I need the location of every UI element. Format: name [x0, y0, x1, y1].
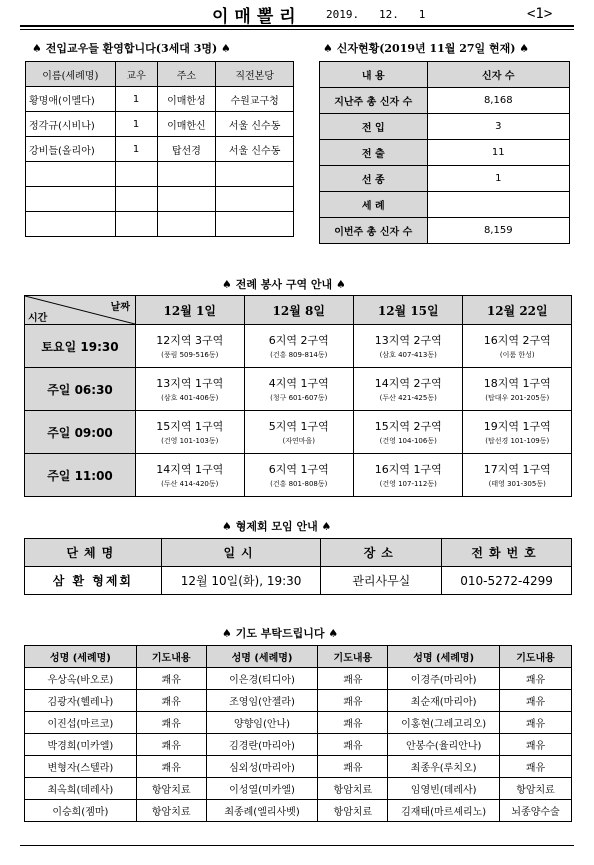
- serve-area-detail: (청구 601-607동): [270, 394, 328, 402]
- new-members-cell: [216, 162, 294, 187]
- serve-cell: [463, 325, 572, 368]
- serve-area: 5지역 1구역: [268, 420, 329, 433]
- new-members-cell: [216, 212, 294, 237]
- brother-cell: 관리사무실: [321, 567, 442, 595]
- serve-area: 4지역 1구역: [268, 377, 329, 390]
- prayer-content: 쾌유: [318, 734, 388, 756]
- prayer-table: [24, 645, 572, 822]
- serve-area-detail: (건흥 809-814동): [270, 351, 328, 359]
- prayer-content: 쾌유: [500, 690, 572, 712]
- prayer-name: 이경주(마리아): [388, 668, 500, 690]
- prayer-col-header: 기도내용: [500, 646, 572, 668]
- prayer-name: 이진섭(마르코): [25, 712, 137, 734]
- serve-area-detail: (태영 301-305동): [488, 480, 546, 488]
- prayer-content: 항암치료: [500, 778, 572, 800]
- serve-area-detail: (탑대우 201-205동): [485, 394, 550, 402]
- believers-count: 11: [427, 140, 569, 166]
- serve-area-detail: (두산 421-425동): [379, 394, 437, 402]
- prayer-col-header: 성명 (세례명): [25, 646, 137, 668]
- table-row: [25, 325, 572, 368]
- new-members-col-header: 교우: [115, 62, 157, 87]
- serve-area: 16지역 2구역: [483, 334, 551, 347]
- serve-cell: [463, 454, 572, 497]
- serve-area: 6지역 2구역: [268, 334, 329, 347]
- new-members-cell: [157, 162, 216, 187]
- believers-count: 1: [427, 166, 569, 192]
- new-members-col-header: 이름(세례명): [26, 62, 116, 87]
- serve-date-header: 12월 22일: [463, 296, 572, 325]
- prayer-content: 항암치료: [318, 800, 388, 822]
- new-members-cell: 이매한성: [157, 87, 216, 112]
- serve-area-detail: (건영 104-106동): [379, 437, 437, 445]
- table-row: [26, 212, 294, 237]
- serve-area: 14지역 1구역: [156, 463, 224, 476]
- believers-title: ♠ 신자현황(2019년 11월 27일 현재) ♠: [323, 42, 530, 55]
- table-row: [320, 114, 570, 140]
- prayer-name: 이승희(젬마): [25, 800, 137, 822]
- serve-cell: [136, 454, 245, 497]
- serve-date-header: 12월 15일: [353, 296, 462, 325]
- table-row: [26, 87, 294, 112]
- serve-cell: [353, 368, 462, 411]
- new-members-cell: 1: [115, 112, 157, 137]
- prayer-header-row: [25, 646, 572, 668]
- new-members-cell: 1: [115, 87, 157, 112]
- new-members-col-header: 직전본당: [216, 62, 294, 87]
- serve-table: [24, 295, 572, 497]
- new-members-cell: 황명애(이멜다): [26, 87, 116, 112]
- believers-count: 8,168: [427, 88, 569, 114]
- prayer-content: 항암치료: [318, 778, 388, 800]
- believers-item-label: 전 입: [320, 114, 428, 140]
- serve-header-row: [25, 296, 572, 325]
- serve-area-detail: (건영 107-112동): [379, 480, 437, 488]
- table-row: [25, 756, 572, 778]
- prayer-content: 뇌종양수술: [500, 800, 572, 822]
- prayer-name: 김광자(헬레나): [25, 690, 137, 712]
- new-members-cell: [216, 187, 294, 212]
- serve-cell: [353, 411, 462, 454]
- serve-cell: [353, 325, 462, 368]
- page-number: <1>: [527, 6, 553, 22]
- table-row: [26, 137, 294, 162]
- prayer-content: 항암치료: [136, 778, 206, 800]
- new-members-header-row: [26, 62, 294, 87]
- prayer-name: 최옥희(데레사): [25, 778, 137, 800]
- believers-item-label: 지난주 총 신자 수: [320, 88, 428, 114]
- serve-area: 12지역 3구역: [156, 334, 224, 347]
- prayer-content: 쾌유: [136, 712, 206, 734]
- table-row: [25, 454, 572, 497]
- prayer-content: 쾌유: [318, 756, 388, 778]
- brother-header-row: [25, 539, 572, 567]
- corner-time-label: 시간: [28, 313, 48, 324]
- believers-count: [427, 192, 569, 218]
- serve-area: 15지역 2구역: [374, 420, 442, 433]
- serve-date-header: 12월 8일: [244, 296, 353, 325]
- table-row: [25, 668, 572, 690]
- table-row: [320, 218, 570, 244]
- footer-divider: [20, 845, 574, 846]
- new-members-table: [25, 61, 294, 237]
- prayer-col-header: 성명 (세례명): [388, 646, 500, 668]
- new-members-cell: [26, 162, 116, 187]
- new-members-cell: [115, 162, 157, 187]
- prayer-name: 김재태(마르셰리노): [388, 800, 500, 822]
- brother-row: [25, 567, 572, 595]
- prayer-name: 임영빈(데레사): [388, 778, 500, 800]
- table-row: [320, 88, 570, 114]
- prayer-name: 이성열(미카엘): [206, 778, 318, 800]
- prayer-name: 최종례(엘리사벳): [206, 800, 318, 822]
- serve-area-detail: (탑선경 101-109동): [485, 437, 550, 445]
- serve-time-label: 토요일 19:30: [25, 325, 136, 368]
- serve-area-detail: (두산 414-420동): [161, 480, 219, 488]
- serve-cell: [244, 325, 353, 368]
- serve-area: 16지역 1구역: [374, 463, 442, 476]
- table-row: [25, 712, 572, 734]
- serve-cell: [353, 454, 462, 497]
- new-members-cell: [115, 212, 157, 237]
- new-members-cell: 이매한신: [157, 112, 216, 137]
- serve-cell: [244, 411, 353, 454]
- new-members-cell: 서울 신수동: [216, 137, 294, 162]
- serve-area: 6지역 1구역: [268, 463, 329, 476]
- brother-table: [24, 538, 572, 595]
- prayer-content: 쾌유: [136, 734, 206, 756]
- new-members-cell: [157, 212, 216, 237]
- prayer-content: 쾌유: [136, 690, 206, 712]
- new-members-cell: 서울 신수동: [216, 112, 294, 137]
- serve-area: 18지역 1구역: [483, 377, 551, 390]
- table-row: [25, 690, 572, 712]
- table-row: [320, 140, 570, 166]
- serve-corner-cell: [25, 296, 136, 325]
- header-divider: [20, 25, 574, 27]
- new-members-cell: 정각규(시비나): [26, 112, 116, 137]
- serve-cell: [136, 368, 245, 411]
- serve-area-detail: (자연마을): [282, 437, 315, 445]
- bulletin-date: 2019. 12. 1: [326, 8, 426, 21]
- believers-count: 3: [427, 114, 569, 140]
- brother-cell: 삼 환 형제회: [25, 567, 162, 595]
- table-row: [26, 112, 294, 137]
- serve-time-label: 주일 06:30: [25, 368, 136, 411]
- brother-cell: 12월 10일(화), 19:30: [161, 567, 321, 595]
- new-members-col-header: 주소: [157, 62, 216, 87]
- bulletin-title: 이매뽈리: [212, 7, 302, 27]
- serve-cell: [136, 411, 245, 454]
- table-row: [320, 166, 570, 192]
- serve-area-detail: (건영 101-103동): [161, 437, 219, 445]
- serve-cell: [136, 325, 245, 368]
- believers-item-label: 이번주 총 신자 수: [320, 218, 428, 244]
- table-row: [25, 778, 572, 800]
- brother-col-header: 전화번호: [442, 539, 572, 567]
- table-row: [25, 411, 572, 454]
- prayer-name: 이홍현(그레고리오): [388, 712, 500, 734]
- serve-cell: [463, 368, 572, 411]
- prayer-content: 쾌유: [500, 734, 572, 756]
- new-members-cell: 탑선경: [157, 137, 216, 162]
- serve-area-detail: (건흥 801-808동): [270, 480, 328, 488]
- table-row: [25, 800, 572, 822]
- believers-header-row: [320, 62, 570, 88]
- serve-date-header: 12월 1일: [136, 296, 245, 325]
- new-members-cell: 1: [115, 137, 157, 162]
- believers-col-header: 신자 수: [427, 62, 569, 88]
- prayer-name: 안봉수(율리안나): [388, 734, 500, 756]
- prayer-content: 쾌유: [500, 712, 572, 734]
- prayer-col-header: 성명 (세례명): [206, 646, 318, 668]
- brother-col-header: 장소: [321, 539, 442, 567]
- prayer-title: ♠ 기도 부탁드립니다 ♠: [222, 627, 339, 640]
- serve-time-label: 주일 11:00: [25, 454, 136, 497]
- prayer-col-header: 기도내용: [136, 646, 206, 668]
- serve-area: 15지역 1구역: [156, 420, 224, 433]
- corner-date-label: 날짜: [110, 302, 130, 313]
- header-divider-thin: [20, 29, 574, 30]
- believers-item-label: 전 출: [320, 140, 428, 166]
- prayer-name: 김경란(마리아): [206, 734, 318, 756]
- table-row: [26, 162, 294, 187]
- prayer-name: 이은경(티디아): [206, 668, 318, 690]
- new-members-cell: 강비들(올리아): [26, 137, 116, 162]
- serve-area: 14지역 2구역: [374, 377, 442, 390]
- prayer-name: 조영임(안젤라): [206, 690, 318, 712]
- serve-area: 19지역 1구역: [483, 420, 551, 433]
- prayer-content: 쾌유: [500, 756, 572, 778]
- prayer-content: 쾌유: [136, 668, 206, 690]
- prayer-name: 박경희(미카엘): [25, 734, 137, 756]
- table-row: [26, 187, 294, 212]
- prayer-name: 변형자(스텔라): [25, 756, 137, 778]
- brother-cell: 010-5272-4299: [442, 567, 572, 595]
- serve-area: 13지역 1구역: [156, 377, 224, 390]
- prayer-content: 쾌유: [500, 668, 572, 690]
- prayer-content: 항암치료: [136, 800, 206, 822]
- brother-title: ♠ 형제회 모임 안내 ♠: [222, 520, 332, 533]
- prayer-name: 양향임(안나): [206, 712, 318, 734]
- believers-item-label: 세 례: [320, 192, 428, 218]
- table-row: [25, 368, 572, 411]
- serve-area-detail: (삼호 407-413동): [379, 351, 437, 359]
- new-members-cell: [157, 187, 216, 212]
- prayer-content: 쾌유: [136, 756, 206, 778]
- prayer-content: 쾌유: [318, 712, 388, 734]
- brother-col-header: 일시: [161, 539, 321, 567]
- believers-col-header: 내 용: [320, 62, 428, 88]
- serve-cell: [244, 454, 353, 497]
- table-row: [25, 734, 572, 756]
- believers-table: [319, 61, 570, 244]
- new-members-title: ♠ 전입교우들 환영합니다(3세대 3명) ♠: [32, 42, 231, 55]
- prayer-content: 쾌유: [318, 690, 388, 712]
- prayer-content: 쾌유: [318, 668, 388, 690]
- believers-count: 8,159: [427, 218, 569, 244]
- brother-col-header: 단체명: [25, 539, 162, 567]
- serve-area: 13지역 2구역: [374, 334, 442, 347]
- serve-cell: [463, 411, 572, 454]
- serve-time-label: 주일 09:00: [25, 411, 136, 454]
- serve-title: ♠ 전례 봉사 구역 안내 ♠: [222, 278, 346, 291]
- serve-area-detail: (이룸 한성): [499, 351, 535, 359]
- serve-area-detail: (풍림 509-516동): [161, 351, 219, 359]
- prayer-name: 최종우(루치오): [388, 756, 500, 778]
- new-members-cell: 수원교구청: [216, 87, 294, 112]
- new-members-cell: [115, 187, 157, 212]
- prayer-name: 우상옥(바오로): [25, 668, 137, 690]
- serve-area-detail: (삼호 401-406동): [161, 394, 219, 402]
- prayer-name: 최순재(마리아): [388, 690, 500, 712]
- serve-cell: [244, 368, 353, 411]
- prayer-name: 심외성(마리아): [206, 756, 318, 778]
- serve-area: 17지역 1구역: [483, 463, 551, 476]
- new-members-cell: [26, 212, 116, 237]
- table-row: [320, 192, 570, 218]
- believers-item-label: 선 종: [320, 166, 428, 192]
- new-members-cell: [26, 187, 116, 212]
- prayer-col-header: 기도내용: [318, 646, 388, 668]
